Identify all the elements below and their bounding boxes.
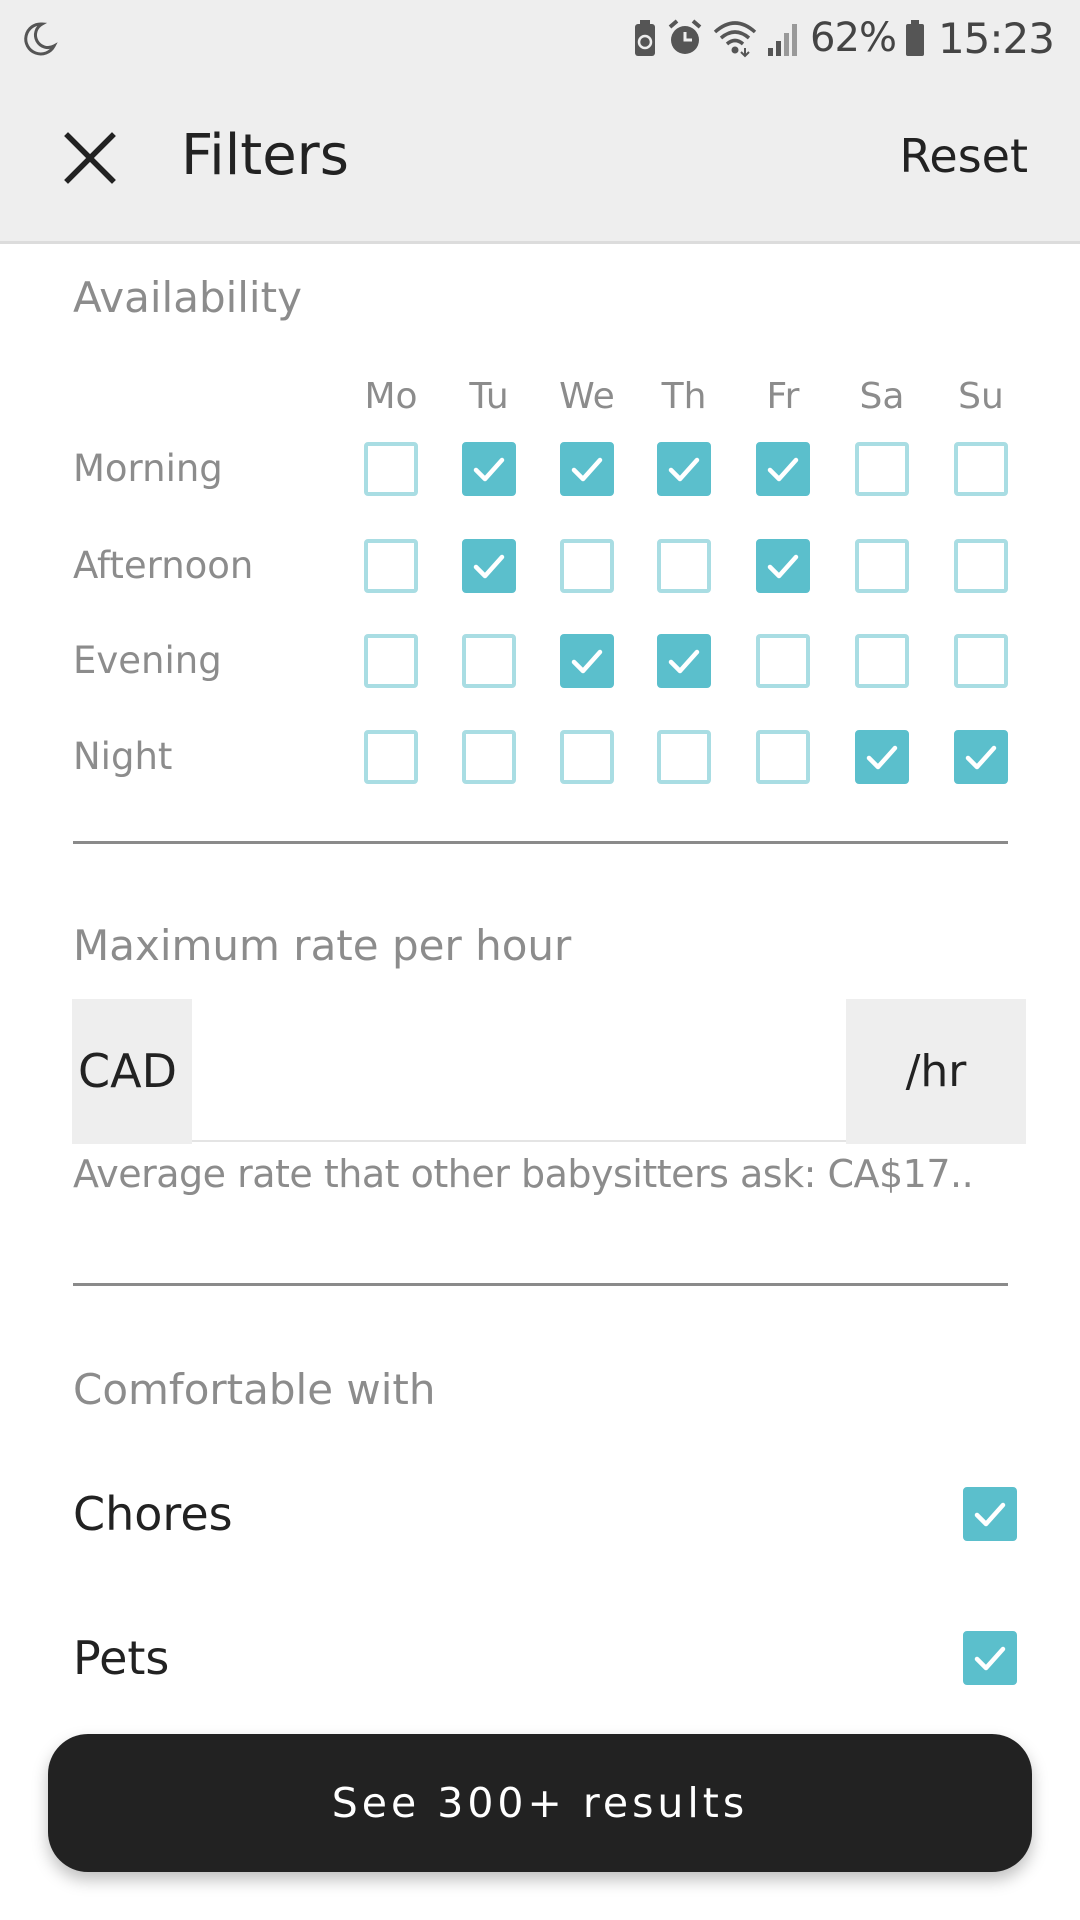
checkbox-night-tu[interactable] [462,730,516,784]
rate-heading: Maximum rate per hour [73,921,572,970]
checkbox-afternoon-th[interactable] [657,539,711,593]
checkbox-afternoon-mo[interactable] [364,539,418,593]
day-header-su: Su [958,376,1004,417]
checkbox-evening-su[interactable] [954,634,1008,688]
row-label-morning: Morning [73,447,223,490]
day-header-sa: Sa [859,376,905,417]
battery-saver-icon [632,18,658,58]
comfortable-item-chores: Chores [73,1487,233,1541]
toolbar [0,76,1080,244]
checkmark-icon [569,451,605,487]
wifi-icon [712,18,758,58]
alarm-icon [666,18,704,58]
checkbox-morning-tu[interactable] [462,442,516,496]
checkbox-night-fr[interactable] [756,730,810,784]
checkbox-night-mo[interactable] [364,730,418,784]
day-header-we: We [559,376,615,417]
checkmark-icon [765,451,801,487]
availability-heading: Availability [73,273,302,322]
row-label-night: Night [73,735,173,778]
checkbox-morning-su[interactable] [954,442,1008,496]
rate-unit-label: /hr [846,999,1026,1144]
checkbox-afternoon-tu[interactable] [462,539,516,593]
checkbox-morning-sa[interactable] [855,442,909,496]
status-icons [632,12,1054,64]
checkbox-morning-mo[interactable] [364,442,418,496]
page-title: Filters [181,123,349,188]
checkbox-night-we[interactable] [560,730,614,784]
checkbox-evening-th[interactable] [657,634,711,688]
rate-input[interactable] [192,999,846,1142]
checkmark-icon [972,1496,1008,1532]
checkbox-evening-tu[interactable] [462,634,516,688]
checkbox-evening-we[interactable] [560,634,614,688]
day-header-th: Th [661,376,707,417]
rate-field [72,999,1026,1144]
day-header-mo: Mo [364,376,418,417]
checkmark-icon [666,451,702,487]
currency-label: CAD [72,999,192,1144]
reset-button[interactable]: Reset [899,129,1028,183]
checkbox-evening-sa[interactable] [855,634,909,688]
status-bar [0,0,1080,76]
average-rate-hint: Average rate that other babysitters ask: CA$17.. [73,1152,974,1196]
divider [73,1283,1008,1286]
signal-icon [766,18,802,58]
see-results-button[interactable]: See 300+ results [48,1734,1032,1872]
day-header-tu: Tu [469,376,509,417]
checkbox-pets[interactable] [963,1631,1017,1685]
battery-icon [904,18,926,58]
checkmark-icon [972,1640,1008,1676]
checkbox-chores[interactable] [963,1487,1017,1541]
checkbox-evening-fr[interactable] [756,634,810,688]
divider [73,841,1008,844]
checkbox-night-sa[interactable] [855,730,909,784]
checkmark-icon [765,548,801,584]
checkbox-afternoon-we[interactable] [560,539,614,593]
checkbox-morning-fr[interactable] [756,442,810,496]
battery-percent: 62% [810,15,896,61]
checkbox-afternoon-sa[interactable] [855,539,909,593]
checkbox-afternoon-su[interactable] [954,539,1008,593]
comfortable-heading: Comfortable with [73,1365,436,1414]
checkbox-afternoon-fr[interactable] [756,539,810,593]
checkmark-icon [471,548,507,584]
comfortable-item-pets: Pets [73,1631,170,1685]
close-icon[interactable] [60,128,120,188]
row-label-afternoon: Afternoon [73,544,254,587]
checkbox-evening-mo[interactable] [364,634,418,688]
moon-icon [20,18,60,58]
checkmark-icon [569,643,605,679]
checkmark-icon [471,451,507,487]
checkmark-icon [864,739,900,775]
row-label-evening: Evening [73,639,222,682]
day-header-fr: Fr [766,376,800,417]
checkbox-night-th[interactable] [657,730,711,784]
checkbox-night-su[interactable] [954,730,1008,784]
checkbox-morning-we[interactable] [560,442,614,496]
checkmark-icon [963,739,999,775]
checkmark-icon [666,643,702,679]
clock: 15:23 [937,13,1054,63]
checkbox-morning-th[interactable] [657,442,711,496]
